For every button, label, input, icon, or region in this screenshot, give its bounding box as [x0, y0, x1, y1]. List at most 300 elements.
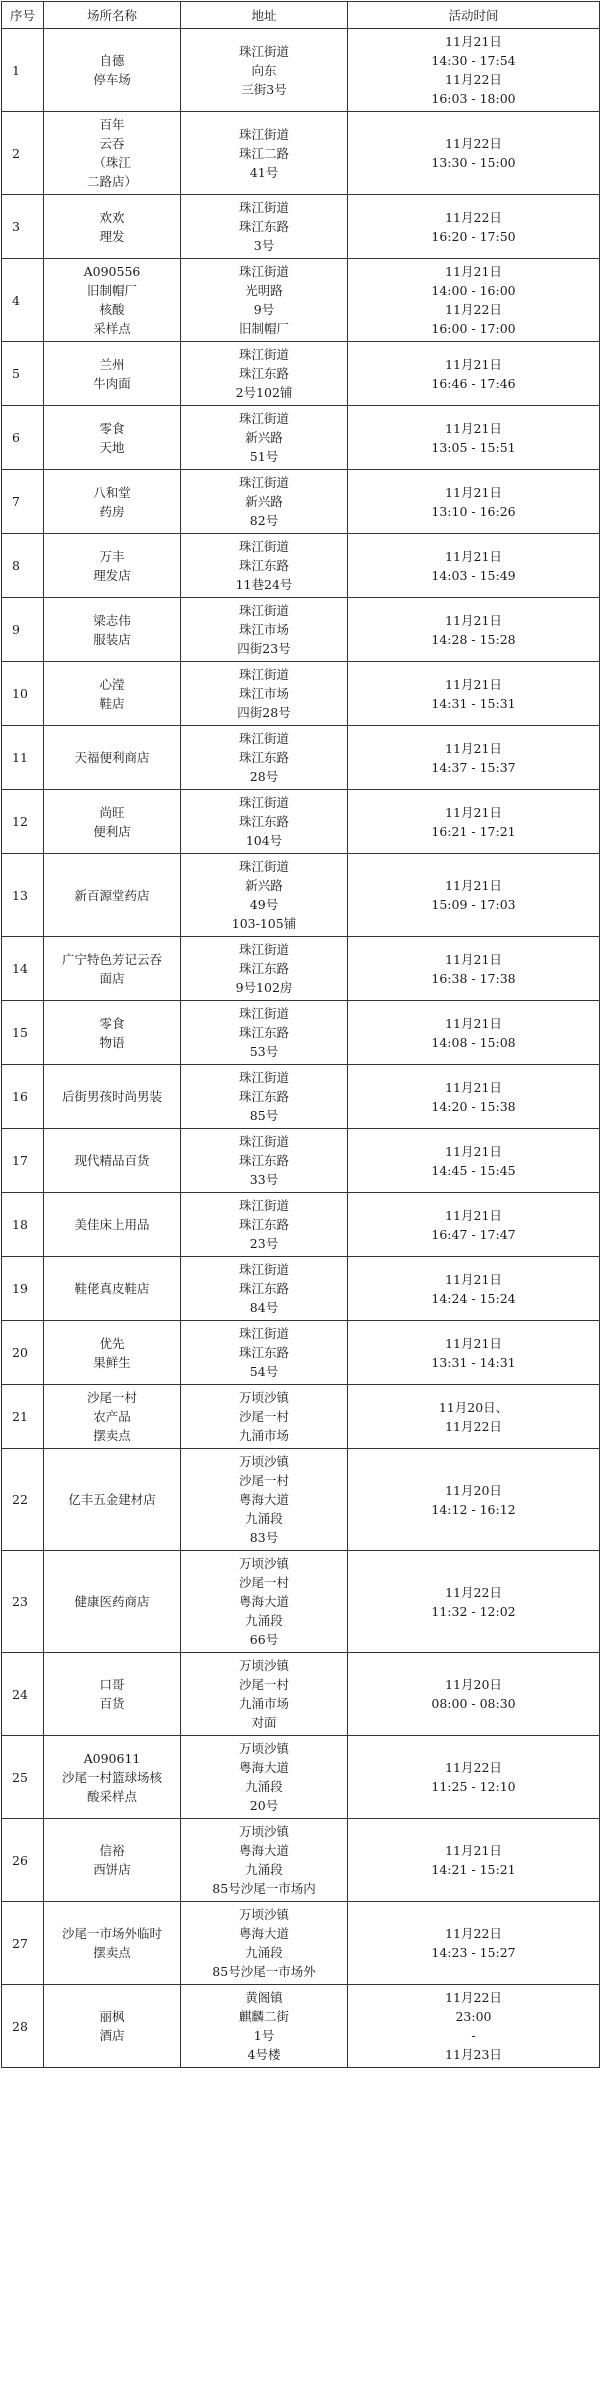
- address-line: 珠江东路: [238, 1281, 289, 1296]
- activity-time-cell: [348, 854, 600, 937]
- address-line: 4号楼: [247, 2047, 281, 2062]
- activity-time-line: 11月21日: [445, 1015, 502, 1031]
- address-line: 珠江街道: [238, 1262, 289, 1277]
- address-line: 珠江街道: [238, 126, 289, 142]
- address-line: 珠江街道: [238, 603, 289, 618]
- activity-time-line: 11月21日: [445, 612, 502, 628]
- table-row: [2, 259, 600, 342]
- address-line: 85号: [249, 1108, 279, 1123]
- table-row: [2, 112, 600, 195]
- activity-time-line: 11月22日: [445, 209, 502, 225]
- row-seq: 10: [2, 662, 44, 726]
- address-line: 珠江街道: [238, 1070, 289, 1085]
- activity-time-line: 16:46 - 17:46: [431, 375, 516, 391]
- activity-time-cell: [348, 112, 600, 195]
- venue-name-line: 二路店）: [86, 174, 137, 189]
- activity-time-line: 13:10 - 16:26: [431, 503, 516, 519]
- address-line: 103-105铺: [231, 916, 297, 931]
- address-line: 万顷沙镇: [238, 1556, 289, 1571]
- venue-name-cell: [44, 1193, 181, 1257]
- address-line: 对面: [251, 1715, 277, 1730]
- activity-time-line: 13:05 - 15:51: [431, 439, 516, 455]
- venue-name-line: 理发店: [93, 567, 131, 583]
- activity-time-line: 14:28 - 15:28: [431, 631, 516, 647]
- venue-name-line: 核酸: [99, 302, 125, 317]
- activity-time-line: 14:24 - 15:24: [431, 1290, 516, 1306]
- address-cell: [181, 534, 348, 598]
- row-seq: 7: [2, 470, 44, 534]
- venue-name-cell: [44, 112, 181, 195]
- address-line: 珠江东路: [238, 1345, 289, 1360]
- venue-name-cell: [44, 1385, 181, 1449]
- address-cell: [181, 112, 348, 195]
- venue-name-line: 摆卖点: [93, 1945, 131, 1960]
- row-seq: 15: [2, 1001, 44, 1065]
- address-line: 九涌段: [245, 1511, 283, 1526]
- address-line: 珠江街道: [238, 1006, 289, 1021]
- venue-name-cell: [44, 598, 181, 662]
- venue-name-cell: [44, 854, 181, 937]
- venue-name-line: 物语: [99, 1034, 125, 1050]
- address-line: 万顷沙镇: [238, 1658, 289, 1673]
- table-row: [2, 29, 600, 112]
- address-line: 珠江街道: [238, 200, 289, 215]
- address-line: 2号102铺: [235, 385, 293, 400]
- activity-time-line: 16:38 - 17:38: [431, 970, 516, 986]
- activity-time-line: 11月21日: [445, 1843, 502, 1858]
- venue-name-cell: [44, 1551, 181, 1653]
- table-row: [2, 1902, 600, 1985]
- activity-time-line: 16:20 - 17:50: [431, 228, 516, 244]
- activity-time-cell: [348, 1065, 600, 1129]
- row-seq: 12: [2, 790, 44, 854]
- activity-time-line: 11月21日: [445, 264, 502, 279]
- activity-time-line: 14:08 - 15:08: [431, 1034, 516, 1050]
- venue-name-line: 云吞: [99, 136, 125, 151]
- address-line: 66号: [249, 1632, 279, 1647]
- row-seq: 14: [2, 937, 44, 1001]
- venue-name-line: 自德: [99, 53, 125, 68]
- row-seq: 8: [2, 534, 44, 598]
- activity-time-line: 14:20 - 15:38: [431, 1098, 516, 1114]
- address-line: 九涌段: [245, 1945, 283, 1960]
- address-cell: [181, 1385, 348, 1449]
- activity-time-line: 14:37 - 15:37: [431, 759, 516, 775]
- activity-time-line: 11月21日: [445, 804, 502, 820]
- venue-name-line: 牛肉面: [93, 375, 131, 391]
- venue-name-cell: [44, 1001, 181, 1065]
- venue-name-line: 健康医药商店: [74, 1594, 150, 1609]
- venue-name-cell: [44, 937, 181, 1001]
- activity-time-line: 14:00 - 16:00: [431, 283, 516, 298]
- venue-name-cell: [44, 1449, 181, 1551]
- activity-time-line: 11月23日: [445, 2047, 502, 2062]
- activity-time-line: 16:47 - 17:47: [431, 1226, 516, 1242]
- activity-time-line: 11月22日: [445, 1926, 502, 1941]
- address-line: 49号: [249, 897, 279, 912]
- row-seq: 17: [2, 1129, 44, 1193]
- venue-name-line: 酒店: [99, 2028, 125, 2043]
- row-seq: 19: [2, 1257, 44, 1321]
- address-line: 万顷沙镇: [238, 1454, 289, 1469]
- venue-name-line: （珠江: [93, 155, 131, 170]
- address-line: 9号: [253, 302, 275, 317]
- row-seq: 24: [2, 1653, 44, 1736]
- activity-time-line: 16:03 - 18:00: [431, 91, 516, 106]
- address-line: 黄阁镇: [245, 1990, 283, 2005]
- address-line: 粤海大道: [238, 1760, 289, 1775]
- activity-time-line: 16:00 - 17:00: [431, 321, 516, 336]
- address-line: 珠江街道: [238, 795, 289, 810]
- activity-time-cell: [348, 937, 600, 1001]
- activity-time-line: 11月22日: [445, 136, 502, 151]
- address-line: 珠江街道: [238, 1326, 289, 1341]
- activity-time-cell: [348, 1449, 600, 1551]
- activity-time-cell: [348, 1001, 600, 1065]
- venue-name-line: 新百源堂药店: [74, 887, 150, 903]
- activity-time-line: 14:21 - 15:21: [431, 1862, 516, 1877]
- address-line: 九涌段: [245, 1613, 283, 1628]
- address-line: 新兴路: [245, 878, 283, 893]
- activity-time-line: 11月21日: [445, 484, 502, 500]
- address-cell: [181, 406, 348, 470]
- address-cell: [181, 726, 348, 790]
- venue-name-line: 美佳床上用品: [74, 1217, 150, 1232]
- activity-time-line: 14:23 - 15:27: [431, 1945, 516, 1960]
- address-line: 珠江街道: [238, 731, 289, 746]
- venue-name-line: 酸采样点: [86, 1788, 137, 1804]
- address-cell: [181, 1001, 348, 1065]
- address-line: 41号: [249, 164, 279, 180]
- table-row: [2, 1193, 600, 1257]
- venue-name-line: 丽枫: [99, 2009, 125, 2024]
- activity-time-line: 11月20日、: [438, 1399, 509, 1415]
- activity-time-cell: [348, 1736, 600, 1819]
- activity-time-cell: [348, 662, 600, 726]
- activity-time-line: 14:45 - 15:45: [431, 1162, 516, 1178]
- activity-time-cell: [348, 1193, 600, 1257]
- address-line: 珠江东路: [238, 1217, 289, 1232]
- venue-name-line: 西饼店: [93, 1862, 131, 1877]
- venue-name-line: 果鲜生: [93, 1354, 131, 1370]
- table-row: [2, 1985, 600, 2068]
- address-cell: [181, 470, 348, 534]
- table-row: [2, 1653, 600, 1736]
- table-body: [2, 29, 600, 2068]
- venue-name-line: 摆卖点: [93, 1428, 131, 1443]
- activity-time-cell: [348, 790, 600, 854]
- activity-time-line: 11:25 - 12:10: [431, 1779, 516, 1794]
- venue-name-cell: [44, 195, 181, 259]
- venue-name-line: 停车场: [93, 72, 131, 87]
- table-row: [2, 1449, 600, 1551]
- venue-name-cell: [44, 29, 181, 112]
- address-line: 3号: [253, 238, 275, 253]
- activity-time-line: -: [471, 2028, 476, 2043]
- row-seq: 22: [2, 1449, 44, 1551]
- header-address: 地址: [181, 2, 348, 29]
- address-line: 珠江二路: [238, 145, 289, 161]
- venue-name-line: 亿丰五金建材店: [68, 1492, 156, 1507]
- venue-name-cell: [44, 1129, 181, 1193]
- address-line: 珠江街道: [238, 475, 289, 490]
- venue-name-line: 采样点: [93, 321, 131, 336]
- table-row: [2, 854, 600, 937]
- activity-time-cell: [348, 1985, 600, 2068]
- address-line: 九涌市场: [238, 1428, 289, 1443]
- address-line: 9号102房: [235, 980, 293, 995]
- venue-name-cell: [44, 534, 181, 598]
- table-row: [2, 790, 600, 854]
- address-line: 粤海大道: [238, 1492, 289, 1507]
- activity-time-cell: [348, 342, 600, 406]
- activity-time-line: 11月21日: [445, 1335, 502, 1351]
- activity-time-line: 11月22日: [445, 302, 502, 317]
- address-cell: [181, 662, 348, 726]
- activity-time-cell: [348, 726, 600, 790]
- address-line: 四街28号: [237, 705, 291, 720]
- activity-time-cell: [348, 534, 600, 598]
- venue-name-cell: [44, 1985, 181, 2068]
- venue-name-line: 面店: [99, 970, 125, 986]
- activity-time-cell: [348, 1129, 600, 1193]
- address-line: 83号: [249, 1530, 279, 1545]
- header-activity-time: 活动时间: [348, 2, 600, 29]
- activity-time-cell: [348, 598, 600, 662]
- table-row: [2, 662, 600, 726]
- row-seq: 27: [2, 1902, 44, 1985]
- activity-time-line: 11月21日: [445, 1143, 502, 1159]
- activity-time-line: 11月21日: [445, 1271, 502, 1287]
- venue-name-line: 八和堂: [93, 484, 131, 500]
- venue-name-cell: [44, 1653, 181, 1736]
- venue-name-line: 现代精品百货: [74, 1153, 150, 1168]
- address-line: 光明路: [245, 283, 283, 298]
- address-line: 九涌段: [245, 1862, 283, 1877]
- address-line: 向东: [251, 62, 277, 78]
- venue-name-cell: [44, 1321, 181, 1385]
- address-cell: [181, 1449, 348, 1551]
- address-cell: [181, 1551, 348, 1653]
- address-cell: [181, 29, 348, 112]
- address-line: 新兴路: [245, 430, 283, 445]
- address-cell: [181, 1321, 348, 1385]
- venue-table: [1, 1, 600, 2068]
- activity-time-line: 11月22日: [445, 1990, 502, 2005]
- address-line: 万顷沙镇: [238, 1824, 289, 1839]
- activity-time-cell: [348, 1653, 600, 1736]
- address-line: 1号: [253, 2028, 275, 2043]
- activity-time-line: 08:00 - 08:30: [431, 1696, 516, 1711]
- venue-name-line: 百年: [99, 117, 125, 132]
- venue-name-line: 天福便利商店: [74, 750, 150, 765]
- venue-name-line: A090556: [83, 264, 141, 279]
- row-seq: 26: [2, 1819, 44, 1902]
- address-line: 104号: [245, 833, 283, 848]
- venue-name-cell: [44, 1736, 181, 1819]
- row-seq: 4: [2, 259, 44, 342]
- activity-time-cell: [348, 1385, 600, 1449]
- address-line: 85号沙尾一市场内: [212, 1881, 316, 1896]
- address-line: 珠江市场: [238, 622, 289, 637]
- address-cell: [181, 854, 348, 937]
- address-cell: [181, 195, 348, 259]
- header-venue-name: 场所名称: [44, 2, 181, 29]
- venue-name-line: 广宁特色芳记云吞: [61, 951, 162, 967]
- address-line: 28号: [249, 769, 279, 784]
- activity-time-line: 11:32 - 12:02: [431, 1603, 516, 1619]
- table-row: [2, 1065, 600, 1129]
- row-seq: 23: [2, 1551, 44, 1653]
- activity-time-cell: [348, 1321, 600, 1385]
- activity-time-cell: [348, 29, 600, 112]
- activity-time-line: 11月21日: [445, 420, 502, 436]
- venue-name-cell: [44, 726, 181, 790]
- address-line: 珠江东路: [238, 1153, 289, 1168]
- address-line: 珠江东路: [238, 1089, 289, 1104]
- table-row: [2, 195, 600, 259]
- activity-time-line: 15:09 - 17:03: [431, 897, 516, 912]
- table-row: [2, 937, 600, 1001]
- address-line: 珠江街道: [238, 667, 289, 682]
- activity-time-cell: [348, 1819, 600, 1902]
- venue-name-line: 药房: [99, 503, 125, 519]
- table-row: [2, 1551, 600, 1653]
- venue-name-line: 兰州: [99, 356, 125, 372]
- activity-time-line: 11月21日: [445, 740, 502, 756]
- table-row: [2, 534, 600, 598]
- address-line: 珠江街道: [238, 942, 289, 957]
- header-seq: 序号: [2, 2, 44, 29]
- address-cell: [181, 598, 348, 662]
- venue-name-line: 尚旺: [99, 804, 125, 820]
- address-line: 54号: [249, 1364, 279, 1379]
- venue-name-line: 优先: [99, 1335, 125, 1351]
- activity-time-cell: [348, 1257, 600, 1321]
- activity-time-line: 13:30 - 15:00: [431, 155, 516, 170]
- activity-time-line: 16:21 - 17:21: [431, 823, 516, 839]
- activity-time-cell: [348, 259, 600, 342]
- address-line: 珠江东路: [238, 961, 289, 976]
- venue-name-line: 便利店: [93, 823, 131, 839]
- venue-name-line: 沙尾一市场外临时: [61, 1926, 162, 1941]
- activity-time-line: 11月22日: [445, 1760, 502, 1775]
- venue-name-line: 服装店: [93, 631, 131, 647]
- address-line: 万顷沙镇: [238, 1390, 289, 1405]
- address-line: 珠江街道: [238, 264, 289, 279]
- address-cell: [181, 1985, 348, 2068]
- address-line: 九涌段: [245, 1779, 283, 1794]
- address-cell: [181, 1257, 348, 1321]
- address-line: 珠江街道: [238, 347, 289, 362]
- venue-name-cell: [44, 662, 181, 726]
- address-line: 11巷24号: [235, 577, 293, 592]
- activity-time-cell: [348, 195, 600, 259]
- activity-time-line: 14:12 - 16:12: [431, 1501, 516, 1517]
- venue-name-cell: [44, 1065, 181, 1129]
- address-line: 珠江街道: [238, 411, 289, 426]
- address-cell: [181, 1819, 348, 1902]
- venue-name-line: 理发: [99, 228, 125, 244]
- address-line: 23号: [249, 1236, 279, 1251]
- address-line: 珠江东路: [238, 1025, 289, 1040]
- row-seq: 3: [2, 195, 44, 259]
- address-line: 旧制帽厂: [238, 321, 289, 336]
- venue-name-cell: [44, 342, 181, 406]
- activity-time-line: 23:00: [455, 2009, 492, 2024]
- address-cell: [181, 1653, 348, 1736]
- activity-time-line: 11月20日: [445, 1482, 502, 1498]
- table-row: [2, 1321, 600, 1385]
- address-cell: [181, 937, 348, 1001]
- activity-time-cell: [348, 406, 600, 470]
- address-line: 四街23号: [237, 641, 291, 656]
- address-cell: [181, 1065, 348, 1129]
- address-line: 珠江东路: [238, 558, 289, 573]
- venue-name-line: 沙尾一村: [86, 1390, 137, 1405]
- activity-time-line: 14:03 - 15:49: [431, 567, 516, 583]
- activity-time-line: 11月21日: [445, 548, 502, 564]
- table-row: [2, 1385, 600, 1449]
- address-line: 珠江街道: [238, 1134, 289, 1149]
- address-line: 33号: [249, 1172, 279, 1187]
- row-seq: 25: [2, 1736, 44, 1819]
- activity-time-line: 11月21日: [445, 951, 502, 967]
- venue-name-line: 零食: [99, 420, 125, 436]
- venue-name-cell: [44, 406, 181, 470]
- address-line: 沙尾一村: [238, 1575, 289, 1590]
- table-row: [2, 406, 600, 470]
- venue-name-line: 梁志伟: [93, 612, 131, 628]
- venue-name-line: 万丰: [99, 548, 125, 564]
- address-cell: [181, 1193, 348, 1257]
- address-line: 麒麟二街: [238, 2009, 289, 2024]
- venue-name-line: 天地: [99, 439, 125, 455]
- activity-time-line: 11月22日: [445, 1418, 502, 1434]
- address-line: 珠江东路: [238, 750, 289, 765]
- activity-time-line: 11月20日: [445, 1677, 502, 1692]
- venue-name-line: 欢欢: [99, 209, 125, 225]
- activity-time-line: 11月22日: [445, 1584, 502, 1600]
- activity-time-line: 11月22日: [445, 72, 502, 87]
- row-seq: 9: [2, 598, 44, 662]
- table-row: [2, 1819, 600, 1902]
- address-line: 珠江东路: [238, 366, 289, 381]
- address-line: 84号: [249, 1300, 279, 1315]
- address-line: 53号: [249, 1044, 279, 1059]
- venue-name-line: 旧制帽厂: [86, 283, 137, 298]
- venue-name-cell: [44, 470, 181, 534]
- venue-name-line: 心滢: [99, 676, 125, 692]
- address-line: 82号: [249, 513, 279, 528]
- activity-time-line: 11月21日: [445, 1079, 502, 1095]
- venue-name-line: 沙尾一村篮球场核: [61, 1769, 162, 1785]
- address-line: 粤海大道: [238, 1594, 289, 1609]
- venue-name-line: 农产品: [93, 1409, 131, 1424]
- table-row: [2, 1736, 600, 1819]
- address-line: 九涌市场: [238, 1696, 289, 1711]
- address-line: 51号: [249, 449, 279, 464]
- venue-name-line: 百货: [99, 1696, 125, 1711]
- activity-time-line: 11月21日: [445, 356, 502, 372]
- table-row: [2, 470, 600, 534]
- address-cell: [181, 342, 348, 406]
- address-line: 沙尾一村: [238, 1473, 289, 1488]
- venue-name-line: 信裕: [99, 1843, 125, 1858]
- row-seq: 16: [2, 1065, 44, 1129]
- address-line: 粤海大道: [238, 1926, 289, 1941]
- row-seq: 18: [2, 1193, 44, 1257]
